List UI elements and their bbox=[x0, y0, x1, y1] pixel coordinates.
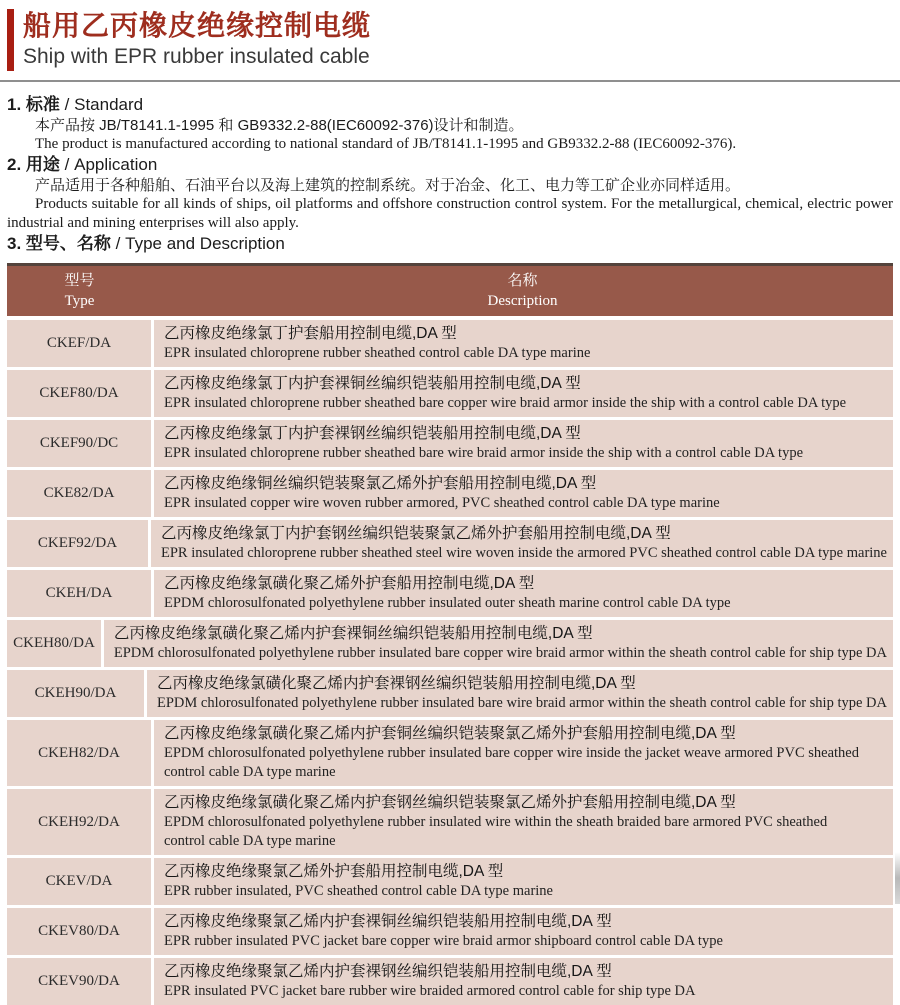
cable-type-table bbox=[7, 263, 893, 1005]
section-application bbox=[7, 154, 893, 233]
section-number: 1. bbox=[7, 95, 22, 114]
table-row bbox=[7, 520, 893, 567]
cable-type-code: CKEH92/DA bbox=[7, 789, 151, 855]
cable-type-code: CKEH/DA bbox=[7, 570, 151, 617]
cable-description-zh: 乙丙橡皮绝缘聚氯乙烯内护套裸铜丝编织铠装船用控制电缆,DA 型 bbox=[164, 913, 612, 930]
cable-description-en: EPR insulated chloroprene rubber sheathed bare wire braid armor inside the ship with a control cable DA type bbox=[164, 445, 804, 461]
cable-description-en: EPR rubber insulated, PVC sheathed control cable DA type marine bbox=[164, 883, 553, 899]
scan-edge-artifact bbox=[895, 852, 900, 904]
table-header-row bbox=[7, 263, 893, 316]
cable-type-code: CKEF90/DC bbox=[7, 420, 151, 467]
cable-type-code: CKEV/DA bbox=[7, 858, 151, 905]
page-title-zh: 船用乙丙橡皮绝缘控制电缆 bbox=[23, 10, 372, 41]
table-row bbox=[7, 570, 893, 617]
table-row bbox=[7, 620, 893, 667]
cable-description-cell bbox=[154, 958, 893, 1005]
cable-description-cell bbox=[154, 570, 893, 617]
accent-bar bbox=[7, 9, 14, 71]
title-block bbox=[23, 9, 371, 71]
table-row bbox=[7, 320, 893, 367]
section-title-zh: 用途 bbox=[25, 155, 60, 174]
cable-description-zh: 乙丙橡皮绝缘氯磺化聚乙烯内护套钢丝编织铠装聚氯乙烯外护套船用控制电缆,DA 型 bbox=[164, 794, 736, 811]
heading-separator: / bbox=[64, 155, 70, 174]
cable-table-body bbox=[7, 320, 893, 1005]
cable-description-cell bbox=[104, 620, 893, 667]
cable-description-zh: 乙丙橡皮绝缘氯磺化聚乙烯内护套裸铜丝编织铠装船用控制电缆,DA 型 bbox=[113, 625, 593, 642]
section-heading bbox=[7, 233, 893, 255]
section-type-description bbox=[7, 233, 893, 255]
cable-description-en: EPR insulated PVC jacket bare rubber wire braided armored control cable for ship type DA bbox=[164, 983, 696, 999]
table-row bbox=[7, 958, 893, 1005]
cable-description-cell bbox=[154, 370, 893, 417]
section-body-en: The product is manufactured according to national standard of JB/T8141.1-1995 and GB9332.2-88 (IEC60092-376). bbox=[35, 136, 737, 152]
cable-description-zh: 乙丙橡皮绝缘氯丁内护套钢丝编织铠装聚氯乙烯外护套船用控制电缆,DA 型 bbox=[161, 525, 671, 542]
cable-description-en: EPDM chlorosulfonated polyethylene rubber insulated bare copper wire inside the jacket weave armored PVC sheathed control cable DA type marine bbox=[164, 745, 859, 780]
cable-description-cell bbox=[154, 420, 893, 467]
cable-description-en: EPR insulated chloroprene rubber sheathed control cable DA type marine bbox=[164, 345, 591, 361]
heading-separator: / bbox=[115, 234, 121, 253]
column-header-description bbox=[152, 270, 893, 311]
section-title-en: Type and Description bbox=[125, 234, 285, 253]
heading-separator: / bbox=[64, 95, 70, 114]
section-body-zh: 本产品按 JB/T8141.1-1995 和 GB9332.2-88(IEC60092-376)设计和制造。 bbox=[35, 117, 524, 134]
section-title-zh: 标准 bbox=[25, 95, 60, 114]
cable-description-en: EPDM chlorosulfonated polyethylene rubber insulated bare wire braid armor within the sheath control cable for ship type DA bbox=[156, 695, 887, 711]
cable-description-cell bbox=[154, 320, 893, 367]
cable-description-zh: 乙丙橡皮绝缘聚氯乙烯外护套船用控制电缆,DA 型 bbox=[164, 863, 504, 880]
section-title-en: Application bbox=[74, 155, 158, 174]
cable-type-code: CKE82/DA bbox=[7, 470, 151, 517]
header-divider bbox=[0, 80, 900, 82]
table-row bbox=[7, 670, 893, 717]
section-body-en: Products suitable for all kinds of ships, oil platforms and offshore construction control system. For the metallurgical, chemical, electric power industrial and mining enterprises will also apply. bbox=[7, 196, 893, 231]
section-standard bbox=[7, 94, 893, 154]
cable-description-zh: 乙丙橡皮绝缘氯磺化聚乙烯内护套铜丝编织铠装聚氯乙烯外护套船用控制电缆,DA 型 bbox=[164, 725, 736, 742]
section-number: 3. bbox=[7, 234, 22, 253]
cable-description-cell bbox=[154, 789, 893, 855]
column-header-description-en: Description bbox=[487, 293, 558, 309]
cable-description-cell bbox=[147, 670, 893, 717]
column-header-type-en: Type bbox=[64, 293, 95, 309]
column-header-description-zh: 名称 bbox=[507, 272, 538, 289]
table-row bbox=[7, 420, 893, 467]
table-row bbox=[7, 720, 893, 786]
cable-description-cell bbox=[154, 720, 893, 786]
cable-type-code: CKEH80/DA bbox=[7, 620, 101, 667]
cable-description-zh: 乙丙橡皮绝缘铜丝编织铠装聚氯乙烯外护套船用控制电缆,DA 型 bbox=[164, 475, 597, 492]
cable-type-code: CKEH82/DA bbox=[7, 720, 151, 786]
cable-description-cell bbox=[154, 470, 893, 517]
cable-description-zh: 乙丙橡皮绝缘聚氯乙烯内护套裸钢丝编织铠装船用控制电缆,DA 型 bbox=[164, 963, 612, 980]
cable-description-zh: 乙丙橡皮绝缘氯丁内护套裸钢丝编织铠装船用控制电缆,DA 型 bbox=[164, 425, 581, 442]
cable-description-en: EPR insulated chloroprene rubber sheathed steel wire woven inside the armored PVC sheathed control cable DA type marine bbox=[161, 545, 887, 561]
cable-description-en: EPR insulated copper wire woven rubber armored, PVC sheathed control cable DA type marine bbox=[164, 495, 720, 511]
column-header-type-zh: 型号 bbox=[64, 272, 95, 289]
table-row bbox=[7, 858, 893, 905]
cable-description-zh: 乙丙橡皮绝缘氯丁护套船用控制电缆,DA 型 bbox=[164, 325, 457, 342]
table-row bbox=[7, 908, 893, 955]
cable-description-zh: 乙丙橡皮绝缘氯磺化聚乙烯内护套裸钢丝编织铠装船用控制电缆,DA 型 bbox=[156, 675, 636, 692]
section-body-zh: 产品适用于各种船舶、石油平台以及海上建筑的控制系统。对于冶金、化工、电力等工矿企业亦同样适用。 bbox=[35, 177, 741, 194]
cable-description-cell bbox=[151, 520, 893, 567]
cable-description-cell bbox=[154, 908, 893, 955]
table-row bbox=[7, 470, 893, 517]
section-title-en: Standard bbox=[74, 95, 144, 114]
cable-type-code: CKEH90/DA bbox=[7, 670, 144, 717]
cable-description-cell bbox=[154, 858, 893, 905]
section-number: 2. bbox=[7, 155, 22, 174]
cable-type-code: CKEF92/DA bbox=[7, 520, 148, 567]
table-row bbox=[7, 370, 893, 417]
cable-description-en: EPR rubber insulated PVC jacket bare copper wire braid armor shipboard control cable DA type bbox=[164, 933, 723, 949]
cable-type-code: CKEV80/DA bbox=[7, 908, 151, 955]
cable-description-en: EPDM chlorosulfonated polyethylene rubber insulated outer sheath marine control cable DA type bbox=[164, 595, 731, 611]
section-heading bbox=[7, 94, 893, 116]
cable-type-code: CKEF/DA bbox=[7, 320, 151, 367]
page-title-en: Ship with EPR rubber insulated cable bbox=[23, 45, 370, 68]
document-header bbox=[7, 0, 893, 71]
section-title-zh: 型号、名称 bbox=[25, 234, 111, 253]
cable-type-code: CKEV90/DA bbox=[7, 958, 151, 1005]
cable-type-code: CKEF80/DA bbox=[7, 370, 151, 417]
cable-description-en: EPDM chlorosulfonated polyethylene rubber insulated wire within the sheath braided bare armored PVC sheathed control cable DA type marine bbox=[164, 814, 828, 849]
cable-description-zh: 乙丙橡皮绝缘氯磺化聚乙烯外护套船用控制电缆,DA 型 bbox=[164, 575, 535, 592]
section-heading bbox=[7, 154, 893, 176]
table-row bbox=[7, 789, 893, 855]
column-header-type bbox=[7, 270, 152, 311]
cable-description-zh: 乙丙橡皮绝缘氯丁内护套裸铜丝编织铠装船用控制电缆,DA 型 bbox=[164, 375, 581, 392]
cable-description-en: EPDM chlorosulfonated polyethylene rubber insulated bare copper wire braid armor within the sheath control cable for ship type DA bbox=[113, 645, 887, 661]
cable-description-en: EPR insulated chloroprene rubber sheathed bare copper wire braid armor inside the ship with a control cable DA type bbox=[164, 395, 847, 411]
